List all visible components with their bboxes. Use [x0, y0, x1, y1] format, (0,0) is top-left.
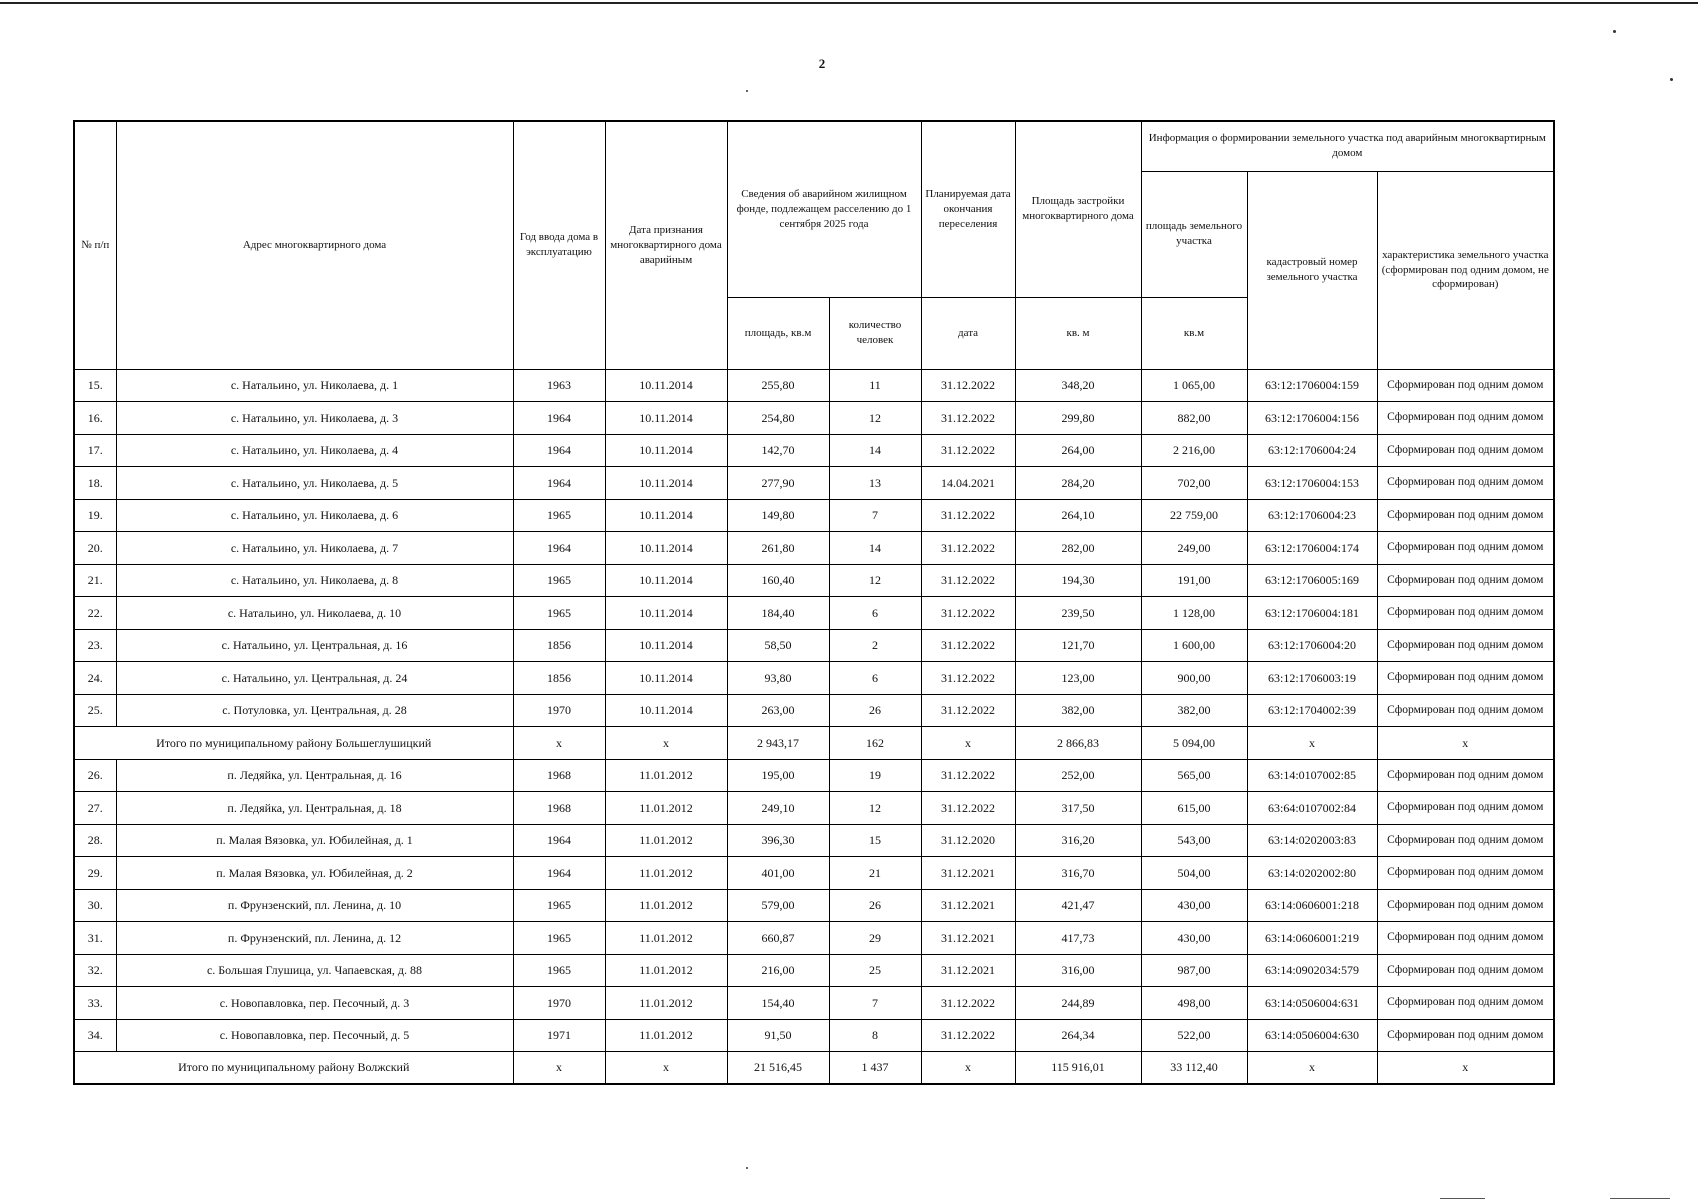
row-number-cell: 17.: [74, 434, 116, 467]
top-border-line: [0, 2, 1698, 4]
planned-date-cell: 14.04.2021: [921, 467, 1015, 500]
scan-speck: [1670, 78, 1673, 81]
year-cell: 1965: [513, 499, 605, 532]
planned-date-cell: 31.12.2022: [921, 499, 1015, 532]
planned-date-cell: 31.12.2022: [921, 694, 1015, 727]
built-area-cell: 239,50: [1015, 597, 1141, 630]
row-number-cell: 23.: [74, 629, 116, 662]
cadastral-cell: 63:12:1706004:24: [1247, 434, 1377, 467]
people-cell: 14: [829, 434, 921, 467]
built-area-cell: 316,00: [1015, 954, 1141, 987]
planned-date-cell: 31.12.2022: [921, 402, 1015, 435]
table-row: [74, 629, 1554, 662]
recognized-date-cell: 11.01.2012: [605, 922, 727, 955]
area-cell: 160,40: [727, 564, 829, 597]
header-cadastral: кадастровый номер земельного участка: [1247, 171, 1377, 369]
land-area-cell: 430,00: [1141, 922, 1247, 955]
area-cell: 149,80: [727, 499, 829, 532]
planned-date-cell: 31.12.2021: [921, 857, 1015, 890]
table-row: [74, 662, 1554, 695]
cadastral-cell: 63:12:1706004:23: [1247, 499, 1377, 532]
recognized-date-cell: 10.11.2014: [605, 564, 727, 597]
header-year: Год ввода дома в эксплуатацию: [513, 121, 605, 369]
area-cell: 660,87: [727, 922, 829, 955]
table-row: [74, 499, 1554, 532]
planned-date-cell: 31.12.2021: [921, 954, 1015, 987]
planned-date-cell: 31.12.2021: [921, 922, 1015, 955]
status-cell: Сформирован под одним домом: [1377, 1019, 1554, 1052]
total-area-cell: 2 943,17: [727, 727, 829, 760]
table-row: [74, 369, 1554, 402]
header-unit-kvm: кв. м: [1015, 297, 1141, 369]
table-row: [74, 467, 1554, 500]
cadastral-cell: 63:12:1706003:19: [1247, 662, 1377, 695]
total-land-area-cell: 5 094,00: [1141, 727, 1247, 760]
planned-date-cell: 31.12.2021: [921, 889, 1015, 922]
row-number-cell: 25.: [74, 694, 116, 727]
row-number-cell: 20.: [74, 532, 116, 565]
land-area-cell: 543,00: [1141, 824, 1247, 857]
land-area-cell: 191,00: [1141, 564, 1247, 597]
recognized-date-cell: 10.11.2014: [605, 402, 727, 435]
recognized-date-cell: 10.11.2014: [605, 532, 727, 565]
people-cell: 6: [829, 662, 921, 695]
land-area-cell: 498,00: [1141, 987, 1247, 1020]
area-cell: 58,50: [727, 629, 829, 662]
cadastral-cell: 63:14:0107002:85: [1247, 759, 1377, 792]
cadastral-cell: 63:12:1706004:181: [1247, 597, 1377, 630]
recognized-date-cell: 10.11.2014: [605, 597, 727, 630]
built-area-cell: 244,89: [1015, 987, 1141, 1020]
land-area-cell: 504,00: [1141, 857, 1247, 890]
address-cell: с. Натальино, ул. Николаева, д. 10: [116, 597, 513, 630]
total-status-cell: x: [1377, 727, 1554, 760]
planned-date-cell: 31.12.2022: [921, 629, 1015, 662]
total-built-area-cell: 115 916,01: [1015, 1052, 1141, 1085]
people-cell: 14: [829, 532, 921, 565]
total-row: [74, 1052, 1554, 1085]
header-land-info: Информация о формировании земельного участка под аварийным многоквартирным домом: [1141, 121, 1554, 171]
cadastral-cell: 63:14:0202003:83: [1247, 824, 1377, 857]
year-cell: 1964: [513, 402, 605, 435]
area-cell: 401,00: [727, 857, 829, 890]
scan-speck: [1613, 30, 1616, 33]
page-number: 2: [818, 56, 826, 71]
total-row: [74, 727, 1554, 760]
cadastral-cell: 63:14:0902034:579: [1247, 954, 1377, 987]
total-land-area-cell: 33 112,40: [1141, 1052, 1247, 1085]
year-cell: 1964: [513, 532, 605, 565]
address-cell: с. Натальино, ул. Николаева, д. 1: [116, 369, 513, 402]
recognized-date-cell: 11.01.2012: [605, 792, 727, 825]
planned-date-cell: 31.12.2022: [921, 597, 1015, 630]
address-cell: с. Новопавловка, пер. Песочный, д. 3: [116, 987, 513, 1020]
built-area-cell: 264,34: [1015, 1019, 1141, 1052]
header-address: Адрес многоквартирного дома: [116, 121, 513, 369]
year-cell: 1963: [513, 369, 605, 402]
total-people-cell: 1 437: [829, 1052, 921, 1085]
people-cell: 12: [829, 402, 921, 435]
status-cell: Сформирован под одним домом: [1377, 759, 1554, 792]
table-row: [74, 759, 1554, 792]
address-cell: п. Малая Вязовка, ул. Юбилейная, д. 1: [116, 824, 513, 857]
land-area-cell: 249,00: [1141, 532, 1247, 565]
cadastral-cell: 63:14:0202002:80: [1247, 857, 1377, 890]
cadastral-cell: 63:12:1706004:153: [1247, 467, 1377, 500]
status-cell: Сформирован под одним домом: [1377, 564, 1554, 597]
status-cell: Сформирован под одним домом: [1377, 987, 1554, 1020]
year-cell: 1856: [513, 662, 605, 695]
total-label-cell: Итого по муниципальному району Большеглушицкий: [74, 727, 513, 760]
land-area-cell: 987,00: [1141, 954, 1247, 987]
area-cell: 142,70: [727, 434, 829, 467]
recognized-date-cell: 11.01.2012: [605, 759, 727, 792]
header-unit-kvm2: кв.м: [1141, 297, 1247, 369]
header-area-sqm: площадь, кв.м: [727, 297, 829, 369]
people-cell: 13: [829, 467, 921, 500]
table-row: [74, 1019, 1554, 1052]
status-cell: Сформирован под одним домом: [1377, 629, 1554, 662]
planned-date-cell: 31.12.2022: [921, 662, 1015, 695]
address-cell: п. Фрунзенский, пл. Ленина, д. 10: [116, 889, 513, 922]
built-area-cell: 316,70: [1015, 857, 1141, 890]
people-cell: 21: [829, 857, 921, 890]
area-cell: 255,80: [727, 369, 829, 402]
total-cadastral-cell: x: [1247, 1052, 1377, 1085]
built-area-cell: 194,30: [1015, 564, 1141, 597]
status-cell: Сформирован под одним домом: [1377, 499, 1554, 532]
table-row: [74, 694, 1554, 727]
address-cell: п. Ледяйка, ул. Центральная, д. 16: [116, 759, 513, 792]
table-header: [74, 121, 1554, 369]
planned-date-cell: 31.12.2022: [921, 1019, 1015, 1052]
built-area-cell: 417,73: [1015, 922, 1141, 955]
recognized-date-cell: 11.01.2012: [605, 889, 727, 922]
land-area-cell: 1 600,00: [1141, 629, 1247, 662]
cadastral-cell: 63:12:1706004:174: [1247, 532, 1377, 565]
row-number-cell: 32.: [74, 954, 116, 987]
area-cell: 254,80: [727, 402, 829, 435]
people-cell: 7: [829, 987, 921, 1020]
recognized-date-cell: 10.11.2014: [605, 434, 727, 467]
table-row: [74, 402, 1554, 435]
row-number-cell: 31.: [74, 922, 116, 955]
cadastral-cell: 63:12:1706004:159: [1247, 369, 1377, 402]
table-row: [74, 857, 1554, 890]
address-cell: с. Натальино, ул. Николаева, д. 7: [116, 532, 513, 565]
address-cell: с. Новопавловка, пер. Песочный, д. 5: [116, 1019, 513, 1052]
total-cadastral-cell: x: [1247, 727, 1377, 760]
area-cell: 184,40: [727, 597, 829, 630]
status-cell: Сформирован под одним домом: [1377, 467, 1554, 500]
year-cell: 1964: [513, 467, 605, 500]
area-cell: 261,80: [727, 532, 829, 565]
people-cell: 8: [829, 1019, 921, 1052]
year-cell: 1970: [513, 987, 605, 1020]
header-land-area: площадь земельного участка: [1141, 171, 1247, 297]
built-area-cell: 299,80: [1015, 402, 1141, 435]
recognized-date-cell: 11.01.2012: [605, 1019, 727, 1052]
header-land-characteristic: характеристика земельного участка (сформирован под одним домом, не сформирован): [1377, 171, 1554, 369]
planned-date-cell: 31.12.2022: [921, 759, 1015, 792]
area-cell: 216,00: [727, 954, 829, 987]
planned-date-cell: 31.12.2022: [921, 792, 1015, 825]
scan-speck: [746, 90, 748, 92]
area-cell: 154,40: [727, 987, 829, 1020]
area-cell: 263,00: [727, 694, 829, 727]
table-row: [74, 532, 1554, 565]
land-area-cell: 522,00: [1141, 1019, 1247, 1052]
built-area-cell: 123,00: [1015, 662, 1141, 695]
row-number-cell: 18.: [74, 467, 116, 500]
address-cell: с. Потуловка, ул. Центральная, д. 28: [116, 694, 513, 727]
status-cell: Сформирован под одним домом: [1377, 402, 1554, 435]
row-number-cell: 29.: [74, 857, 116, 890]
built-area-cell: 282,00: [1015, 532, 1141, 565]
built-area-cell: 316,20: [1015, 824, 1141, 857]
built-area-cell: 348,20: [1015, 369, 1141, 402]
recognized-date-cell: 10.11.2014: [605, 467, 727, 500]
land-area-cell: 22 759,00: [1141, 499, 1247, 532]
row-number-cell: 21.: [74, 564, 116, 597]
table-row: [74, 564, 1554, 597]
year-cell: 1964: [513, 857, 605, 890]
land-area-cell: 900,00: [1141, 662, 1247, 695]
status-cell: Сформирован под одним домом: [1377, 694, 1554, 727]
address-cell: п. Ледяйка, ул. Центральная, д. 18: [116, 792, 513, 825]
land-area-cell: 430,00: [1141, 889, 1247, 922]
year-cell: 1856: [513, 629, 605, 662]
people-cell: 7: [829, 499, 921, 532]
address-cell: с. Натальино, ул. Центральная, д. 16: [116, 629, 513, 662]
built-area-cell: 264,10: [1015, 499, 1141, 532]
address-cell: с. Натальино, ул. Николаева, д. 5: [116, 467, 513, 500]
planned-date-cell: 31.12.2022: [921, 369, 1015, 402]
land-area-cell: 382,00: [1141, 694, 1247, 727]
total-planned-date-cell: x: [921, 1052, 1015, 1085]
address-cell: с. Натальино, ул. Николаева, д. 4: [116, 434, 513, 467]
status-cell: Сформирован под одним домом: [1377, 792, 1554, 825]
table-row: [74, 434, 1554, 467]
land-area-cell: 702,00: [1141, 467, 1247, 500]
cadastral-cell: 63:64:0107002:84: [1247, 792, 1377, 825]
people-cell: 11: [829, 369, 921, 402]
row-number-cell: 24.: [74, 662, 116, 695]
planned-date-cell: 31.12.2022: [921, 564, 1015, 597]
year-cell: 1968: [513, 792, 605, 825]
header-people: количество человек: [829, 297, 921, 369]
row-number-cell: 33.: [74, 987, 116, 1020]
people-cell: 12: [829, 792, 921, 825]
built-area-cell: 421,47: [1015, 889, 1141, 922]
header-planned-date: Планируемая дата окончания переселения: [921, 121, 1015, 297]
row-number-cell: 22.: [74, 597, 116, 630]
land-area-cell: 2 216,00: [1141, 434, 1247, 467]
land-area-cell: 615,00: [1141, 792, 1247, 825]
header-num: № п/п: [74, 121, 116, 369]
year-cell: 1964: [513, 824, 605, 857]
year-cell: 1970: [513, 694, 605, 727]
people-cell: 12: [829, 564, 921, 597]
status-cell: Сформирован под одним домом: [1377, 532, 1554, 565]
cadastral-cell: 63:14:0606001:219: [1247, 922, 1377, 955]
status-cell: Сформирован под одним домом: [1377, 922, 1554, 955]
row-number-cell: 19.: [74, 499, 116, 532]
table-row: [74, 889, 1554, 922]
address-cell: с. Натальино, ул. Николаева, д. 6: [116, 499, 513, 532]
planned-date-cell: 31.12.2020: [921, 824, 1015, 857]
address-cell: п. Малая Вязовка, ул. Юбилейная, д. 2: [116, 857, 513, 890]
address-cell: п. Фрунзенский, пл. Ленина, д. 12: [116, 922, 513, 955]
people-cell: 26: [829, 889, 921, 922]
cadastral-cell: 63:14:0506004:631: [1247, 987, 1377, 1020]
status-cell: Сформирован под одним домом: [1377, 369, 1554, 402]
people-cell: 2: [829, 629, 921, 662]
cadastral-cell: 63:12:1706004:156: [1247, 402, 1377, 435]
address-cell: с. Большая Глушица, ул. Чапаевская, д. 88: [116, 954, 513, 987]
address-cell: с. Натальино, ул. Николаева, д. 8: [116, 564, 513, 597]
row-number-cell: 27.: [74, 792, 116, 825]
status-cell: Сформирован под одним домом: [1377, 824, 1554, 857]
row-number-cell: 15.: [74, 369, 116, 402]
row-number-cell: 16.: [74, 402, 116, 435]
recognized-date-cell: 11.01.2012: [605, 857, 727, 890]
address-cell: с. Натальино, ул. Николаева, д. 3: [116, 402, 513, 435]
area-cell: 249,10: [727, 792, 829, 825]
year-cell: 1971: [513, 1019, 605, 1052]
total-recognized-date-cell: x: [605, 1052, 727, 1085]
total-planned-date-cell: x: [921, 727, 1015, 760]
table-row: [74, 597, 1554, 630]
status-cell: Сформирован под одним домом: [1377, 597, 1554, 630]
status-cell: Сформирован под одним домом: [1377, 889, 1554, 922]
planned-date-cell: 31.12.2022: [921, 434, 1015, 467]
header-fund-info: Сведения об аварийном жилищном фонде, подлежащем расселению до 1 сентября 2025 года: [727, 121, 921, 297]
built-area-cell: 382,00: [1015, 694, 1141, 727]
year-cell: 1965: [513, 889, 605, 922]
status-cell: Сформирован под одним домом: [1377, 954, 1554, 987]
land-area-cell: 565,00: [1141, 759, 1247, 792]
built-area-cell: 264,00: [1015, 434, 1141, 467]
planned-date-cell: 31.12.2022: [921, 987, 1015, 1020]
header-built-area: Площадь застройки многоквартирного дома: [1015, 121, 1141, 297]
table-row: [74, 792, 1554, 825]
recognized-date-cell: 10.11.2014: [605, 369, 727, 402]
emergency-housing-table: [73, 120, 1555, 1085]
cadastral-cell: 63:12:1706004:20: [1247, 629, 1377, 662]
recognized-date-cell: 11.01.2012: [605, 824, 727, 857]
people-cell: 26: [829, 694, 921, 727]
year-cell: 1965: [513, 564, 605, 597]
total-area-cell: 21 516,45: [727, 1052, 829, 1085]
area-cell: 396,30: [727, 824, 829, 857]
status-cell: Сформирован под одним домом: [1377, 662, 1554, 695]
recognized-date-cell: 10.11.2014: [605, 662, 727, 695]
people-cell: 25: [829, 954, 921, 987]
people-cell: 29: [829, 922, 921, 955]
area-cell: 91,50: [727, 1019, 829, 1052]
area-cell: 195,00: [727, 759, 829, 792]
people-cell: 19: [829, 759, 921, 792]
built-area-cell: 284,20: [1015, 467, 1141, 500]
row-number-cell: 30.: [74, 889, 116, 922]
table-row: [74, 824, 1554, 857]
table-body: [74, 369, 1554, 1084]
row-number-cell: 34.: [74, 1019, 116, 1052]
table-row: [74, 954, 1554, 987]
year-cell: 1965: [513, 922, 605, 955]
built-area-cell: 317,50: [1015, 792, 1141, 825]
land-area-cell: 1 128,00: [1141, 597, 1247, 630]
people-cell: 15: [829, 824, 921, 857]
total-built-area-cell: 2 866,83: [1015, 727, 1141, 760]
address-cell: с. Натальино, ул. Центральная, д. 24: [116, 662, 513, 695]
cadastral-cell: 63:14:0506004:630: [1247, 1019, 1377, 1052]
total-recognized-date-cell: x: [605, 727, 727, 760]
row-number-cell: 28.: [74, 824, 116, 857]
table-row: [74, 922, 1554, 955]
people-cell: 6: [829, 597, 921, 630]
cadastral-cell: 63:12:1706005:169: [1247, 564, 1377, 597]
area-cell: 579,00: [727, 889, 829, 922]
planned-date-cell: 31.12.2022: [921, 532, 1015, 565]
table-row: [74, 987, 1554, 1020]
recognized-date-cell: 11.01.2012: [605, 987, 727, 1020]
status-cell: Сформирован под одним домом: [1377, 434, 1554, 467]
year-cell: 1964: [513, 434, 605, 467]
status-cell: Сформирован под одним домом: [1377, 857, 1554, 890]
total-year-cell: x: [513, 1052, 605, 1085]
land-area-cell: 882,00: [1141, 402, 1247, 435]
year-cell: 1968: [513, 759, 605, 792]
scan-line: [1440, 1198, 1485, 1199]
year-cell: 1965: [513, 597, 605, 630]
year-cell: 1965: [513, 954, 605, 987]
recognized-date-cell: 11.01.2012: [605, 954, 727, 987]
recognized-date-cell: 10.11.2014: [605, 694, 727, 727]
scan-line: [1610, 1198, 1670, 1199]
built-area-cell: 121,70: [1015, 629, 1141, 662]
scan-speck: [746, 1167, 748, 1169]
total-year-cell: x: [513, 727, 605, 760]
built-area-cell: 252,00: [1015, 759, 1141, 792]
area-cell: 93,80: [727, 662, 829, 695]
cadastral-cell: 63:12:1704002:39: [1247, 694, 1377, 727]
recognized-date-cell: 10.11.2014: [605, 499, 727, 532]
total-label-cell: Итого по муниципальному району Волжский: [74, 1052, 513, 1085]
total-status-cell: x: [1377, 1052, 1554, 1085]
area-cell: 277,90: [727, 467, 829, 500]
recognized-date-cell: 10.11.2014: [605, 629, 727, 662]
cadastral-cell: 63:14:0606001:218: [1247, 889, 1377, 922]
row-number-cell: 26.: [74, 759, 116, 792]
header-date: дата: [921, 297, 1015, 369]
land-area-cell: 1 065,00: [1141, 369, 1247, 402]
total-people-cell: 162: [829, 727, 921, 760]
header-recognized-date: Дата признания многоквартирного дома аварийным: [605, 121, 727, 369]
